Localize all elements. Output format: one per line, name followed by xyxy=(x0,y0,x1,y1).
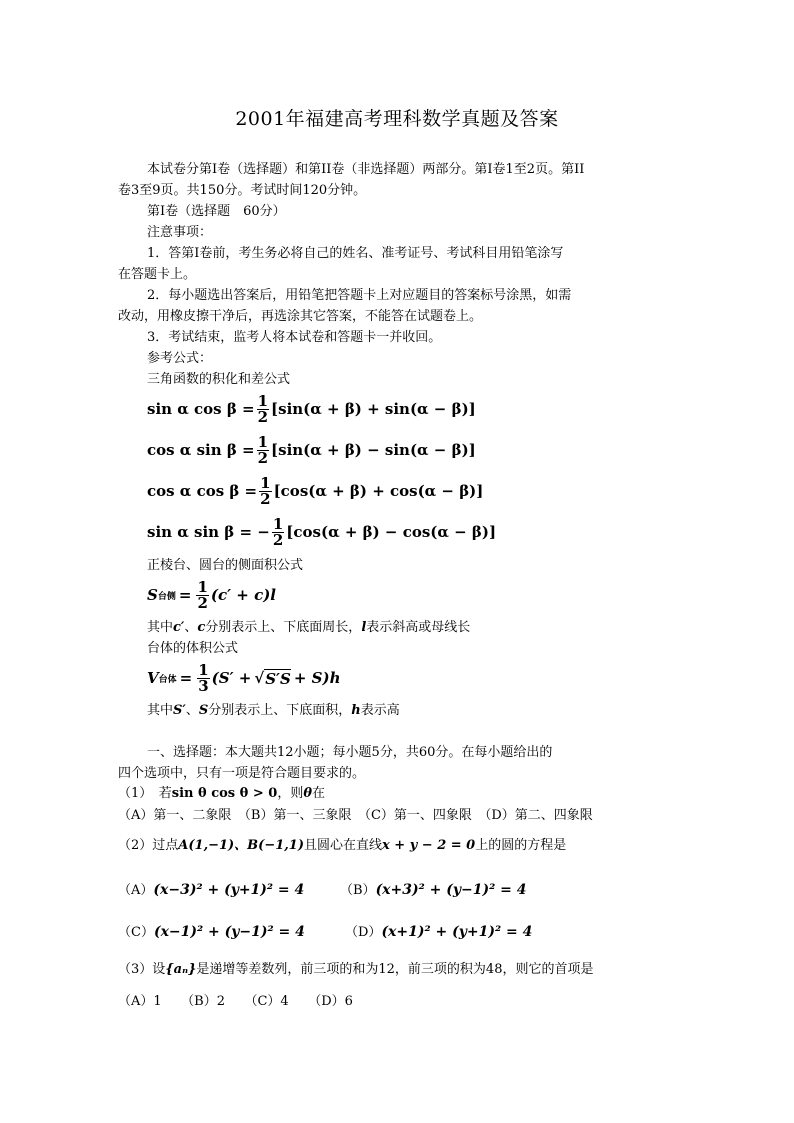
notes-heading: 注意事项： xyxy=(147,225,213,240)
note-1a: 1．答第Ⅰ卷前，考生务必将自己的姓名、准考证号、考试科目用铅笔涂写 xyxy=(147,246,564,261)
question-text: ，则 xyxy=(277,786,304,801)
lateral-area-subscript: 台侧 xyxy=(157,591,176,602)
question-2-option-b xyxy=(340,879,526,898)
question-2-option-a xyxy=(118,879,304,898)
desc-text: 分别表示上、下底面积， xyxy=(208,703,352,718)
fraction-numerator: 1 xyxy=(197,577,208,596)
fraction-denominator: 2 xyxy=(197,593,208,612)
question-text: 上的圆的方程是 xyxy=(475,838,567,853)
formula-2-rhs: [sin(α + β) − sin(α − β)] xyxy=(271,441,476,459)
option-label: （A） xyxy=(118,883,154,898)
formula-2-lhs: cos α sin β = xyxy=(147,441,255,459)
option-equation: (x+3)² + (y−1)² = 4 xyxy=(375,882,527,898)
question-1-label: （1） 若 xyxy=(118,786,172,801)
fraction-denominator: 3 xyxy=(198,676,209,695)
var-s: S xyxy=(198,703,209,718)
fraction-numerator: 1 xyxy=(198,660,209,679)
formula-sin-cos xyxy=(147,392,476,426)
formula-lateral-area: S 台侧 = $\frac{1}{2}$ (c′ + c)l xyxy=(147,577,277,612)
fraction-half-2 xyxy=(257,432,269,467)
fraction-third xyxy=(197,660,209,695)
formula-4-lhs: sin α sin β = − xyxy=(147,523,270,541)
fraction-numerator: 1 xyxy=(257,391,269,410)
question-text: 在 xyxy=(312,786,326,801)
question-text: （2）过点 xyxy=(118,838,179,853)
var-s-prime: S′ xyxy=(173,703,186,718)
lateral-area-description xyxy=(147,620,470,636)
desc-separator: 、 xyxy=(184,620,198,635)
volume-rhs-a: (S′ + xyxy=(211,669,252,687)
formula-cos-sin xyxy=(147,433,476,467)
option-equation: (x+1)² + (y+1)² = 4 xyxy=(381,924,533,940)
lateral-area-symbol: S xyxy=(147,586,158,604)
volume-rhs-sqrt: S′S xyxy=(265,669,291,688)
part-one-heading: 第Ⅰ卷（选择题 60分） xyxy=(147,204,286,219)
fraction-denominator: 2 xyxy=(257,448,269,467)
volume-description xyxy=(147,703,400,719)
question-text: （3）设 xyxy=(118,962,166,977)
question-1-stem xyxy=(118,786,325,802)
desc-separator: 、 xyxy=(185,703,199,718)
formula-1-rhs: [sin(α + β) + sin(α − β)] xyxy=(271,400,476,418)
question-2-option-c xyxy=(118,921,305,940)
var-h: h xyxy=(351,703,361,718)
reference-formulas-heading: 参考公式： xyxy=(147,351,213,366)
page-title: 2001年福建高考理科数学真题及答案 xyxy=(235,108,559,130)
section-1-heading-b: 四个选项中，只有一项是符合题目要求的。 xyxy=(118,766,366,781)
volume-rhs-b: + S)h xyxy=(293,669,341,687)
fraction-numerator: 1 xyxy=(260,473,271,492)
intro-line-2: 卷3至9页。共150分。考试时间120分钟。 xyxy=(118,183,367,198)
desc-text: 表示斜高或母线长 xyxy=(366,620,471,635)
desc-text: 分别表示上、下底面周长， xyxy=(205,620,362,635)
formula-1-lhs: sin α cos β = xyxy=(147,400,255,418)
option-equation: (x−1)² + (y−1)² = 4 xyxy=(153,924,305,940)
desc-text: 其中 xyxy=(147,703,174,718)
question-3-stem xyxy=(118,962,593,978)
fraction-half-lateral xyxy=(196,577,208,612)
fraction-half-4 xyxy=(272,514,284,549)
option-label: （B） xyxy=(340,883,376,898)
lateral-area-heading: 正棱台、圆台的侧面积公式 xyxy=(147,558,304,573)
option-label: （C） xyxy=(118,925,154,940)
question-2-stem xyxy=(118,838,566,854)
question-2-line-equation: x + y − 2 = 0 xyxy=(382,838,476,853)
section-1-heading-a: 一、选择题：本大题共12小题；每小题5分，共60分。在每小题给出的 xyxy=(147,745,553,760)
question-2-option-d xyxy=(345,921,532,940)
var-c-prime: c′ xyxy=(173,620,185,635)
formula-cos-cos xyxy=(147,474,483,508)
fraction-denominator: 2 xyxy=(257,407,269,426)
var-c: c xyxy=(197,620,206,635)
formula-3-rhs: [cos(α + β) + cos(α − β)] xyxy=(273,482,484,500)
volume-symbol: V xyxy=(147,669,159,687)
volume-heading: 台体的体积公式 xyxy=(147,641,239,656)
question-text: 是递增等差数列，前三项的和为12，前三项的积为48，则它的首项是 xyxy=(196,962,594,977)
intro-line-1: 本试卷分第Ⅰ卷（选择题）和第II卷（非选择题）两部分。第Ⅰ卷1至2页。第II xyxy=(147,162,585,177)
question-2-points: A(1,−1)、B(−1,1) xyxy=(178,838,304,853)
trig-formulas-heading: 三角函数的积化和差公式 xyxy=(147,372,291,387)
var-l: l xyxy=(361,620,367,635)
note-2b: 改动，用橡皮擦干净后，再选涂其它答案，不能答在试题卷上。 xyxy=(118,309,483,324)
fraction-denominator: 2 xyxy=(272,530,284,549)
question-text: 且圆心在直线 xyxy=(303,838,382,853)
note-3: 3．考试结束，监考人将本试卷和答题卡一并收回。 xyxy=(147,330,442,345)
question-1-options: （A）第一、二象限 （B）第一、三象限 （C）第一、四象限 （D）第二、四象限 xyxy=(118,808,593,823)
formula-volume: V 台体 = $\frac{1}{3}$ (S′ + √ S′S + S)h xyxy=(147,660,341,695)
formula-4-rhs: [cos(α + β) − cos(α − β)] xyxy=(286,523,497,541)
lateral-area-rhs: (c′ + c)l xyxy=(210,586,277,604)
question-3-options: （A）1 （B）2 （C）4 （D）6 xyxy=(118,994,353,1009)
formula-3-lhs: cos α cos β = xyxy=(147,482,258,500)
fraction-half-3 xyxy=(259,473,271,508)
question-3-sequence: {aₙ} xyxy=(165,962,197,977)
option-label: （D） xyxy=(345,925,382,940)
fraction-numerator: 1 xyxy=(272,514,284,533)
desc-text: 其中 xyxy=(147,620,174,635)
formula-sin-sin xyxy=(147,515,496,549)
fraction-numerator: 1 xyxy=(257,432,269,451)
fraction-half-1 xyxy=(257,391,269,426)
volume-subscript: 台体 xyxy=(158,674,177,685)
var-theta: θ xyxy=(303,786,312,801)
option-equation: (x−3)² + (y+1)² = 4 xyxy=(153,882,305,898)
note-1b: 在答题卡上。 xyxy=(118,267,197,282)
note-2a: 2．每小题选出答案后，用铅笔把答题卡上对应题目的答案标号涂黑，如需 xyxy=(147,288,572,303)
desc-text: 表示高 xyxy=(360,703,400,718)
question-1-condition: sin θ cos θ > 0 xyxy=(171,786,278,801)
fraction-denominator: 2 xyxy=(260,489,271,508)
